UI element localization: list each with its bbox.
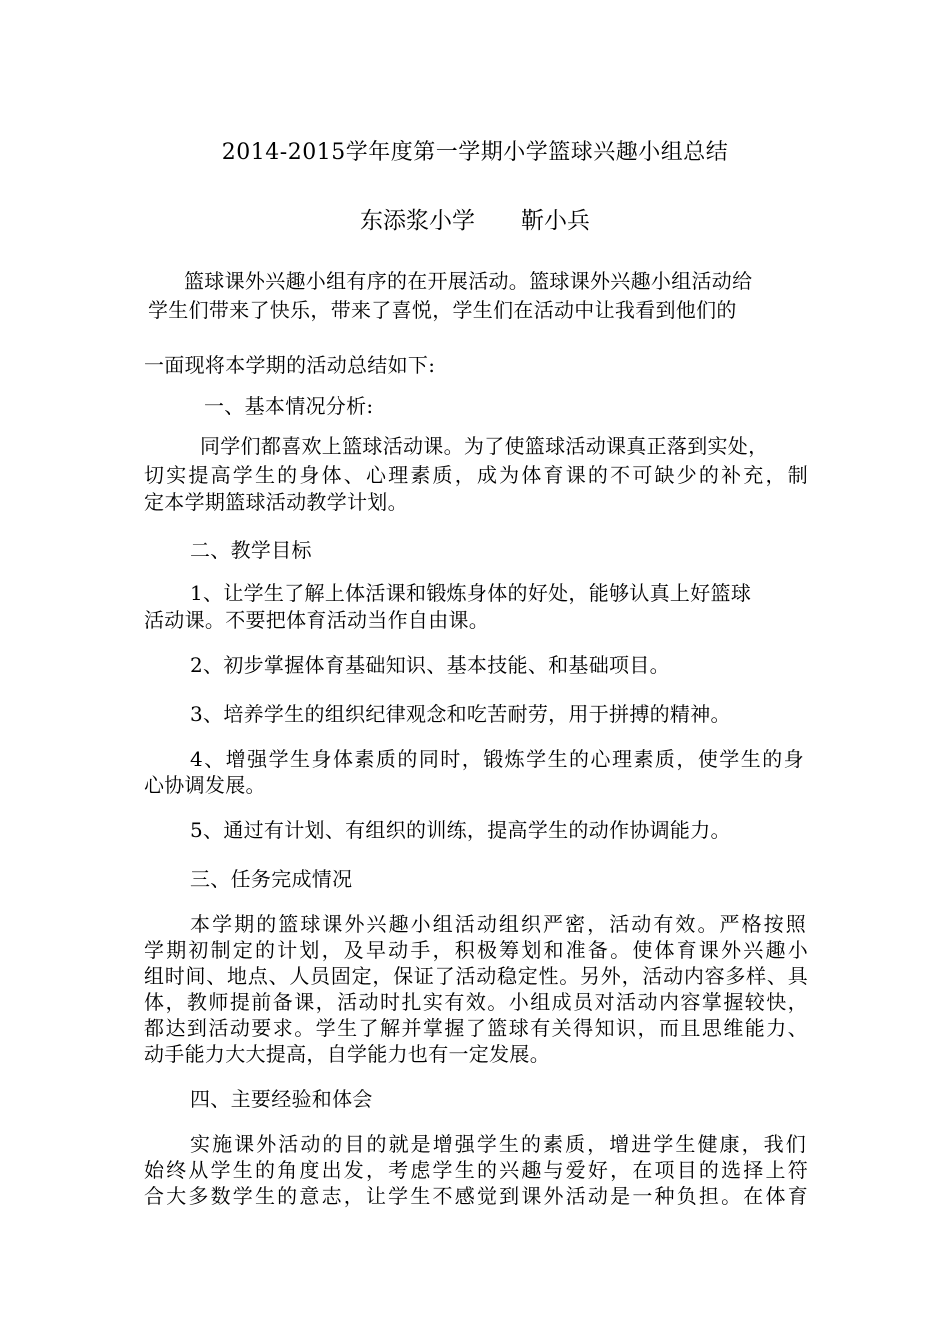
byline (0, 206, 950, 236)
text-line: 都达到活动要求。学生了解并掌握了篮球有关得知识，而且思维能力、 (144, 1016, 808, 1040)
text-line: 篮球课外兴趣小组有序的在开展活动。篮球课外兴趣小组活动给 (184, 269, 753, 293)
text-line: 学生们带来了快乐，带来了喜悦，学生们在活动中让我看到他们的 (148, 298, 737, 322)
text-line: 5、通过有计划、有组织的训练，提高学生的动作协调能力。 (190, 818, 731, 842)
section-heading: 一、基本情况分析: (204, 394, 374, 418)
text-line: 实施课外活动的目的就是增强学生的素质，增进学生健康，我们 (190, 1132, 806, 1156)
document-title: 2014-2015学年度第一学期小学篮球兴趣小组总结 (221, 140, 729, 165)
text-line: 1、让学生了解上体活课和锻炼身体的好处，能够认真上好篮球 (190, 581, 752, 605)
text-line: 学期初制定的计划，及早动手，积极筹划和准备。使体育课外兴趣小 (144, 938, 808, 962)
text-line: 一面现将本学期的活动总结如下: (144, 353, 436, 377)
text-line: 动手能力大大提高，自学能力也有一定发展。 (144, 1042, 550, 1066)
school-name: 东添浆小学 (360, 208, 475, 234)
text-line: 组时间、地点、人员固定，保证了活动稳定性。另外，活动内容多样、具 (144, 964, 808, 988)
section-heading: 二、教学目标 (190, 538, 312, 562)
text-line: 本学期的篮球课外兴趣小组活动组织严密，活动有效。严格按照 (190, 912, 806, 936)
text-line: 合大多数学生的意志，让学生不感觉到课外活动是一种负担。在体育 (144, 1184, 808, 1208)
text-line: 3、培养学生的组织纪律观念和吃苦耐劳，用于拼搏的精神。 (190, 702, 731, 726)
text-line: 4、增强学生身体素质的同时，锻炼学生的心理素质，使学生的身 (190, 747, 804, 771)
text-line: 活动课。不要把体育活动当作自由课。 (144, 608, 490, 632)
author-name: 靳小兵 (521, 208, 590, 234)
text-line: 始终从学生的角度出发，考虑学生的兴趣与爱好，在项目的选择上符 (144, 1158, 808, 1182)
text-line: 心协调发展。 (144, 773, 266, 797)
text-line: 同学们都喜欢上篮球活动课。为了使篮球活动课真正落到实处， (200, 434, 769, 458)
section-heading: 三、任务完成情况 (190, 867, 353, 891)
text-line: 体，教师提前备课，活动时扎实有效。小组成员对活动内容掌握较快， (144, 990, 808, 1014)
section-heading: 四、主要经验和体会 (190, 1087, 373, 1111)
text-line: 切实提高学生的身体、心理素质，成为体育课的不可缺少的补充，制 (144, 463, 808, 487)
text-line: 2、初步掌握体育基础知识、基本技能、和基础项目。 (190, 653, 670, 677)
text-line: 定本学期篮球活动教学计划。 (144, 490, 408, 514)
